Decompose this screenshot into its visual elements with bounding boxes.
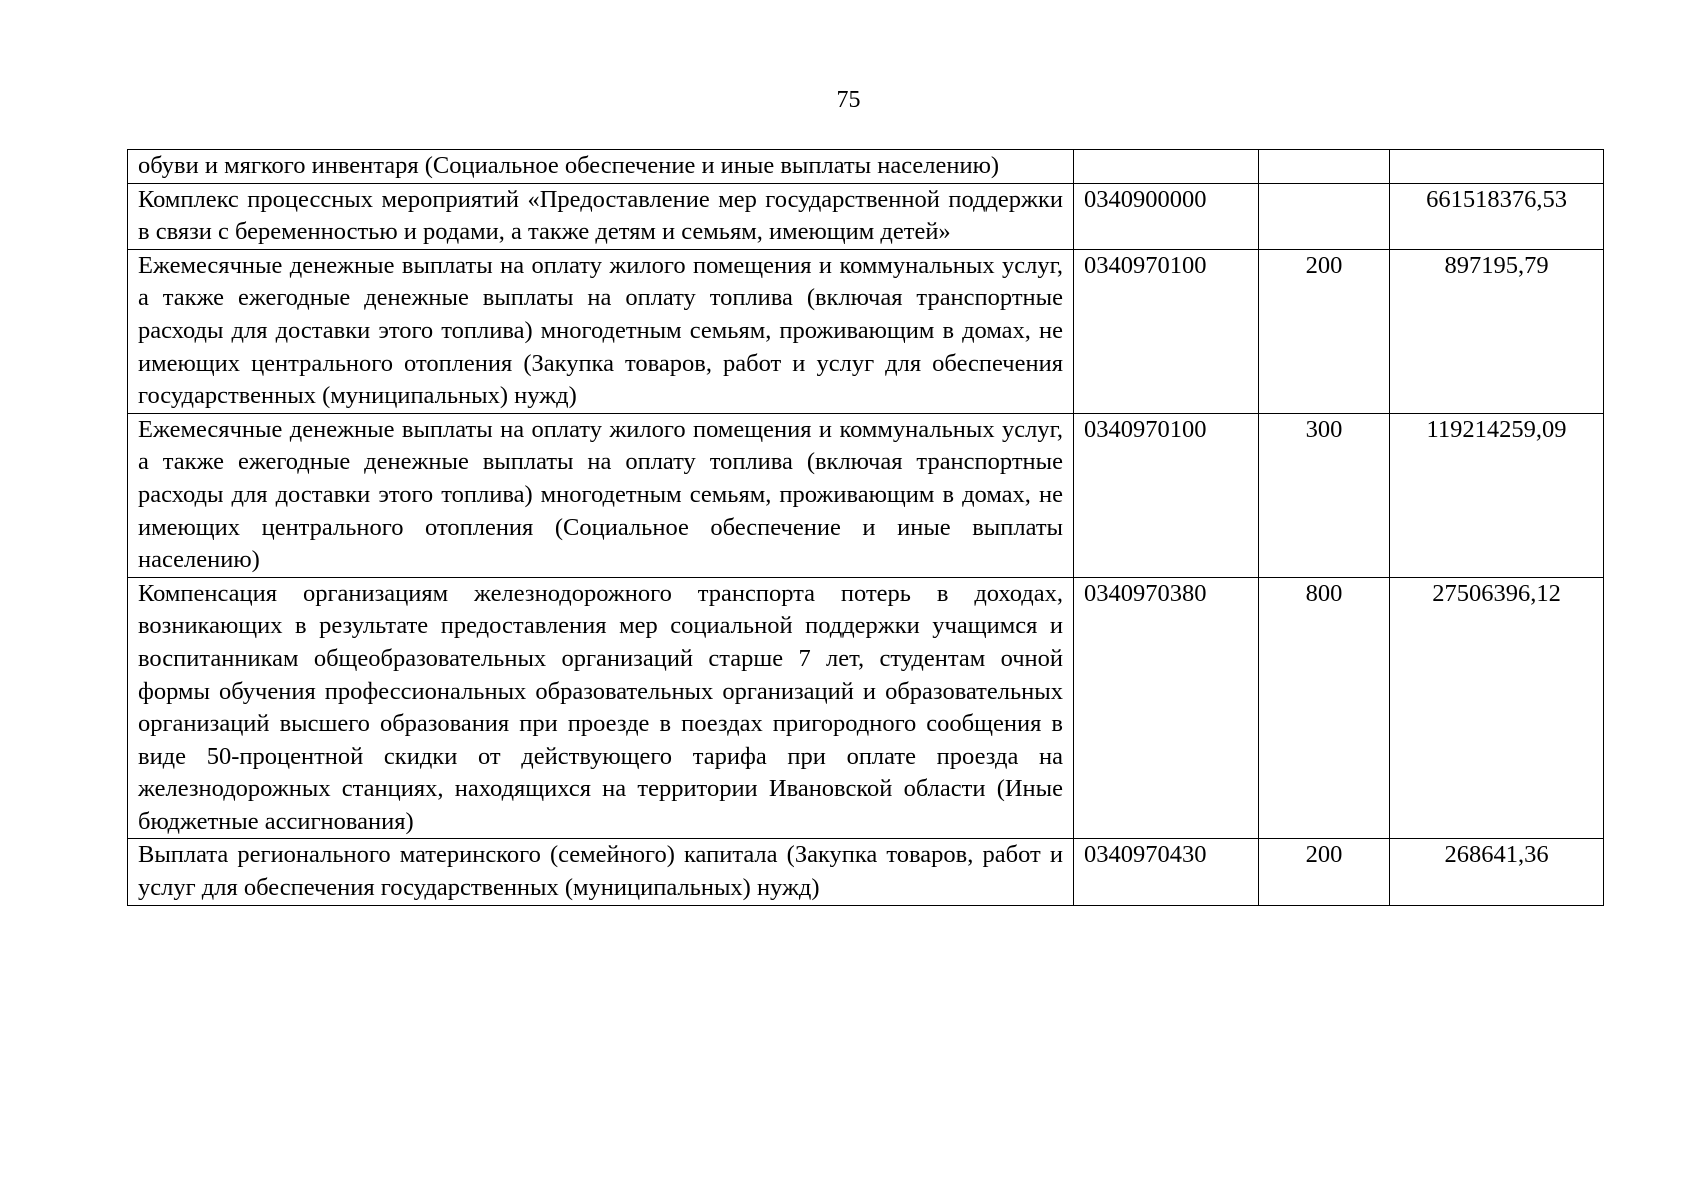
row-target-code: 0340970380 [1074,577,1259,839]
row-description: Компенсация организациям железнодорожного транспорта потерь в доходах, возникающих в результате предоставления мер социальной поддержки учащимся и воспитанникам общеобразовательных организаций старше 7 лет, студентам очной формы обучения профессиональных образовательных организаций и образовательных организаций высшего образования при проезде в поездах пригородного сообщения в виде 50-процентной скидки от действующего тарифа при оплате проезда на железнодорожных станциях, находящихся на территории Ивановской области (Иные бюджетные ассигнования) [128,577,1074,839]
row-target-code [1074,150,1259,184]
page-number: 75 [836,87,861,113]
row-expense-type [1259,150,1390,184]
table-row [128,150,1604,184]
row-amount [1390,150,1604,184]
row-target-code: 0340970100 [1074,249,1259,413]
row-description: Ежемесячные денежные выплаты на оплату жилого помещения и коммунальных услуг, а также ежегодные денежные выплаты на оплату топлива (включая транспортные расходы для доставки этого топлива) многодетным семьям, проживающим в домах, не имеющих центрального отопления (Закупка товаров, работ и услуг для обеспечения государственных (муниципальных) нужд) [128,249,1074,413]
budget-table [127,149,1604,906]
row-amount: 27506396,12 [1390,577,1604,839]
row-amount: 897195,79 [1390,249,1604,413]
row-description: Выплата регионального материнского (семейного) капитала (Закупка товаров, работ и услуг для обеспечения государственных (муниципальных) нужд) [128,839,1074,905]
row-expense-type: 800 [1259,577,1390,839]
row-amount: 119214259,09 [1390,413,1604,577]
row-amount: 661518376,53 [1390,183,1604,249]
row-description: Ежемесячные денежные выплаты на оплату жилого помещения и коммунальных услуг, а также ежегодные денежные выплаты на оплату топлива (включая транспортные расходы для доставки этого топлива) многодетным семьям, проживающим в домах, не имеющих центрального отопления (Социальное обеспечение и иные выплаты населению) [128,413,1074,577]
row-expense-type: 300 [1259,413,1390,577]
row-expense-type [1259,183,1390,249]
row-target-code: 0340900000 [1074,183,1259,249]
row-expense-type: 200 [1259,839,1390,905]
table-row [128,577,1604,839]
row-description: Комплекс процессных мероприятий «Предоставление мер государственной поддержки в связи с беременностью и родами, а также детям и семьям, имеющим детей» [128,183,1074,249]
row-target-code: 0340970100 [1074,413,1259,577]
table-row [128,183,1604,249]
row-amount: 268641,36 [1390,839,1604,905]
row-expense-type: 200 [1259,249,1390,413]
table-row [128,249,1604,413]
row-target-code: 0340970430 [1074,839,1259,905]
row-description: обуви и мягкого инвентаря (Социальное обеспечение и иные выплаты населению) [128,150,1074,184]
table-row [128,839,1604,905]
table-row [128,413,1604,577]
